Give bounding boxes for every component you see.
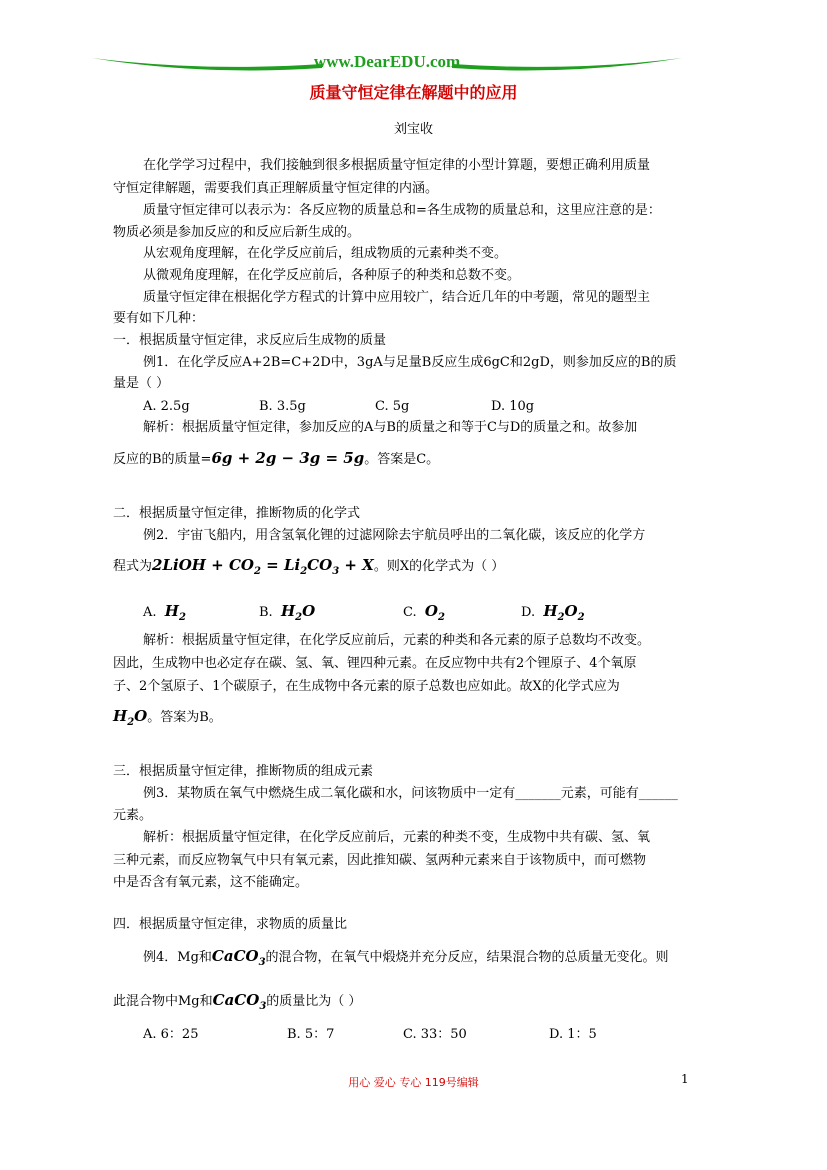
example-line: 此混合物中Mg和CaCO$_3$的质量比为（ ） [113,991,362,1012]
page-number: 1 [681,1072,689,1086]
answer-line: $H_2O$。答案为B。 [113,707,222,728]
option-c: C. 5g [375,399,410,414]
option-b: B. 5：7 [287,1027,335,1042]
section-heading: 三．根据质量守恒定律，推断物质的组成元素 [113,764,374,779]
formula: CaCO$_3$ [211,947,266,968]
paragraph-line: 从宏观角度理解，在化学反应前后，组成物质的元素种类不变。 [143,246,508,261]
example-line: 例3．某物质在氧气中燃烧生成二氧化碳和水，问该物质中一定有_______元素，可能有______ [143,786,678,801]
example-line: 元素。 [113,808,153,823]
section-heading: 二．根据质量守恒定律，推断物质的化学式 [113,506,361,521]
paragraph-line: 质量守恒定律在根据化学方程式的计算中应用较广，结合近几年的中考题，常见的题型主 [143,290,651,305]
answer-line: 解析：根据质量守恒定律，参加反应的A与B的质量之和等于C与D的质量之和。故参加 [143,420,638,435]
section-heading: 一．根据质量守恒定律，求反应后生成物的质量 [113,333,387,348]
option-d: D. $H_2O_2$ [521,602,585,623]
option-b: B. $H_2O$ [259,602,316,623]
site-url: www.DearEDU.com [313,52,461,71]
answer-line: 解析：根据质量守恒定律，在化学反应前后，元素的种类不变，生成物中共有碳、氢、氧 [143,830,651,845]
author: 刘宝收 [393,122,433,137]
site-banner [92,50,682,74]
paragraph-line: 质量守恒定律可以表示为：各反应物的质量总和=各生成物的质量总和，这里应注意的是： [143,203,661,218]
option-a: A. $H_2$ [143,602,186,623]
section-heading: 四．根据质量守恒定律，求物质的质量比 [113,917,348,932]
equation: 2LiOH + $CO_2 = Li_2CO_3 + X$ [152,556,374,577]
option-c: C. 33：50 [403,1027,467,1042]
formula: CaCO$_3$ [212,991,267,1012]
formula: 6g + 2g − 3g = 5g [211,449,365,467]
answer-line: 反应的B的质量=6g + 2g − 3g = 5g。答案是C。 [113,449,440,467]
option-b: B. 3.5g [259,399,306,414]
paragraph-line: 守恒定律解题，需要我们真正理解质量守恒定律的内涵。 [113,181,439,196]
paragraph-line: 在化学学习过程中，我们接触到很多根据质量守恒定律的小型计算题，要想正确利用质量 [143,158,651,173]
answer-line: 中是否含有氧元素，这不能确定。 [113,875,309,890]
paragraph-line: 从微观角度理解，在化学反应前后，各种原子的种类和总数不变。 [143,268,521,283]
paragraph-line: 要有如下几种： [113,311,205,326]
option-a: A. 6：25 [143,1027,199,1042]
option-d: D. 10g [491,399,535,414]
answer-line: 解析：根据质量守恒定律，在化学反应前后，元素的种类和各元素的原子总数均不改变。 [143,633,651,648]
option-c: C. $O_2$ [403,602,445,623]
answer-line: 子、2个氢原子、1个碳原子，在生成物中各元素的原子总数也应如此。故X的化学式应为 [113,679,620,694]
example-line: 例2．宇宙飞船内，用含氢氧化锂的过滤网除去宇航员呼出的二氧化碳，该反应的化学方 [143,528,646,543]
answer-line: 三种元素，而反应物氧气中只有氧元素，因此推知碳、氢两种元素来自于该物质中，而可燃物 [113,853,647,868]
footer-slogan: 用心 爱心 专心 119号编辑 [348,1076,479,1089]
example-line: 程式为2LiOH + $CO_2 = Li_2CO_3 + X$。则X的化学式为（ ） [113,556,505,577]
example-line: 例1．在化学反应A+2B=C+2D中，3gA与足量B反应生成6gC和2gD，则参加反应的B的质 [143,355,677,370]
option-a: A. 2.5g [143,399,190,414]
paragraph-line: 物质必须是参加反应的和反应后新生成的。 [113,225,361,240]
formula: $H_2O$ [113,707,148,728]
answer-line: 因此，生成物中也必定存在碳、氢、氧、锂四种元素。在反应物中共有2个锂原子、4个氧原 [113,656,637,671]
example-line: 量是（ ） [113,376,170,391]
example-line: 例4．Mg和CaCO$_3$的混合物，在氧气中煅烧并充分反应，结果混合物的总质量无变化。则 [143,947,669,968]
option-d: D. 1：5 [549,1027,597,1042]
page-title: 质量守恒定律在解题中的应用 [309,83,518,102]
